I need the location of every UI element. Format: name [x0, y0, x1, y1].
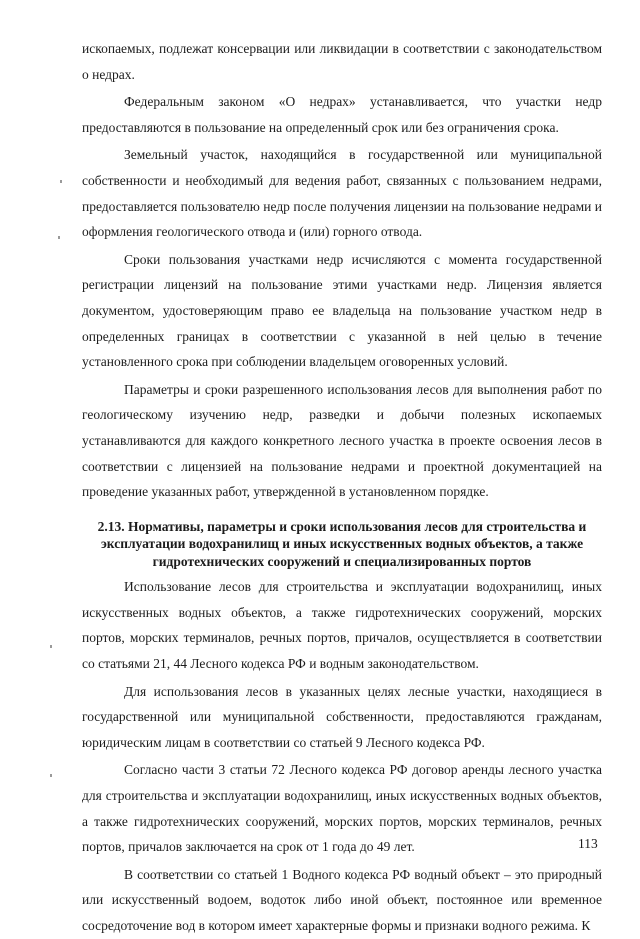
paragraph-7: Для использования лесов в указанных целях лесные участки, находящиеся в государственной или муниципальной собственности, предоставляются гражданам, юридическим лицам в соответствии со статьей 9 Лесного кодекса РФ.: [82, 683, 602, 750]
paragraph-1: ископаемых, подлежат консервации или ликвидации в соответствии с законодательством о недрах.: [82, 41, 602, 82]
scan-margin-mark: [50, 774, 52, 777]
paragraph-8: Согласно части 3 статьи 72 Лесного кодекса РФ договор аренды лесного участка для строительства и эксплуатации водохранилищ, иных искусственных водных объектов, а также гидротехнических сооружений, морских портов, морских терминалов, речных портов, причалов заключается на срок от 1 года до 49 лет.: [82, 762, 602, 855]
section-heading: 2.13. Нормативы, параметры и сроки использования лесов для строительства и эксплуатации водохранилищ и иных искусственных водных объектов, а также гидротехнических сооружений и специализированных портов: [97, 518, 587, 569]
page-number: 113: [578, 836, 598, 851]
paragraph-9: В соответствии со статьей 1 Водного кодекса РФ водный объект – это природный или искусственный водоем, водоток либо иной объект, постоянное или временное сосредоточение вод в котором имеет характерные формы и признаки водного режима. К: [82, 866, 602, 933]
paragraph-5: Параметры и сроки разрешенного использования лесов для выполнения работ по геологическому изучению недр, разведки и добычи полезных ископаемых устанавливаются для каждого конкретного лесного участка в проекте освоения лесов в соответствии с лицензией на пользование недрами и проектной документацией на проведение указанных работ, утвержденной в установленном порядке.: [82, 381, 602, 500]
scan-margin-mark: [50, 645, 52, 648]
document-page: [82, 36, 602, 939]
scan-margin-mark: [58, 236, 60, 239]
paragraph-4: Сроки пользования участками недр исчисляются с момента государственной регистрации лицензий на пользование этими участками недр. Лицензия является документом, удостоверяющим право ее владельца на пользование участком недр в определенных границах в соответствии с указанной в ней целью в течение установленного срока при соблюдении владельцем оговоренных условий.: [82, 251, 602, 370]
paragraph-3: Земельный участок, находящийся в государственной или муниципальной собственности и необходимый для ведения работ, связанных с пользованием недрами, предоставляется пользователю недр после получения лицензии на пользование недрами и оформления геологического отвода и (или) горного отвода.: [82, 147, 602, 240]
scan-margin-mark: [60, 180, 62, 183]
paragraph-6: Использование лесов для строительства и эксплуатации водохранилищ, иных искусственных водных объектов, а также гидротехнических сооружений, морских портов, морских терминалов, речных портов, причалов, осуществляется в соответствии со статьями 21, 44 Лесного кодекса РФ и водным законодательством.: [82, 579, 602, 671]
paragraph-2: Федеральным законом «О недрах» устанавливается, что участки недр предоставляются в пользование на определенный срок или без ограничения срока.: [82, 94, 602, 135]
